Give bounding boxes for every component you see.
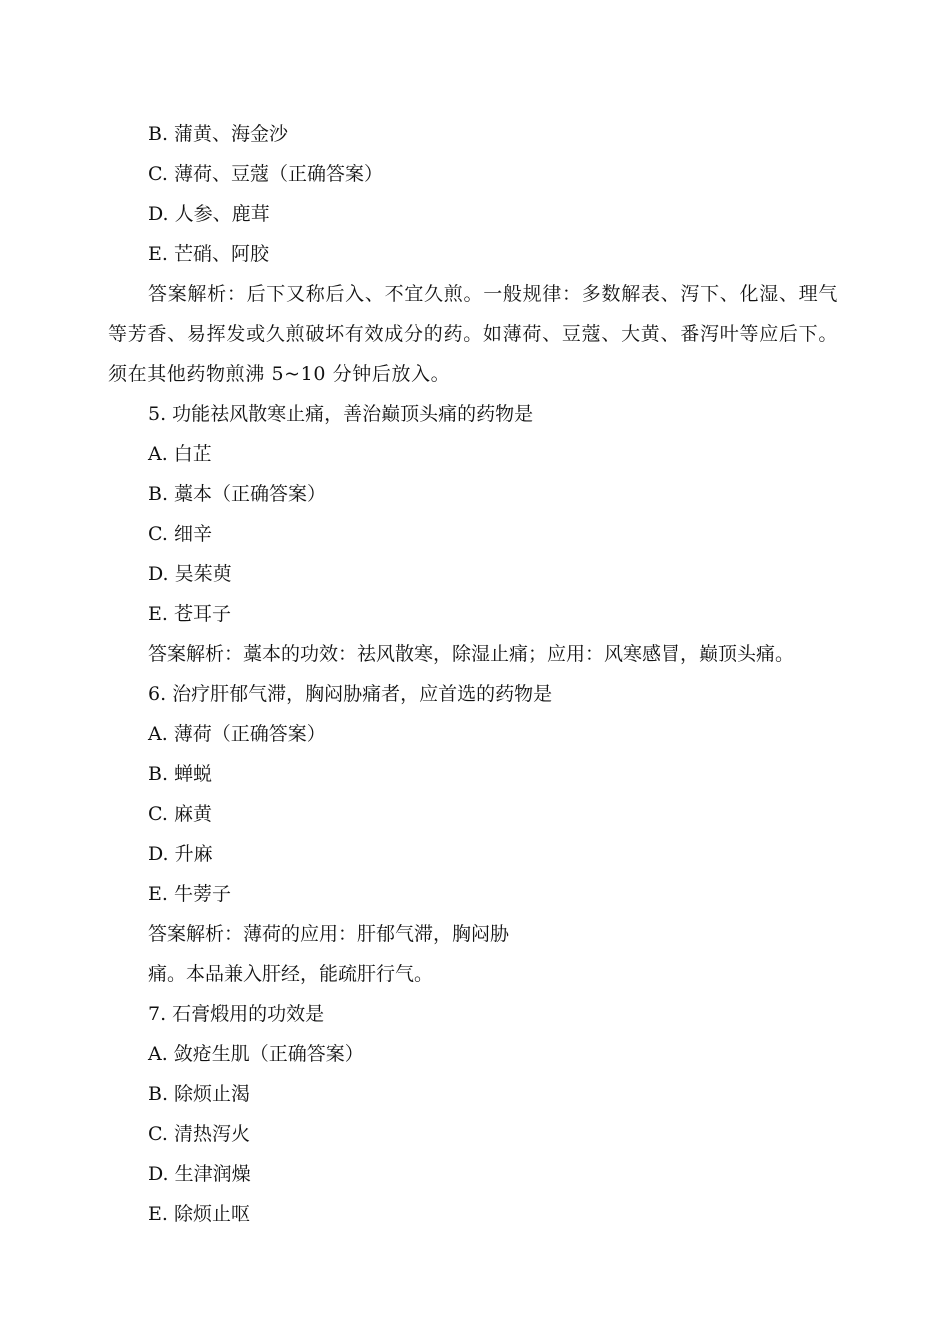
q6-question: 6. 治疗肝郁气滞，胸闷胁痛者，应首选的药物是 [148,683,553,705]
q5-option-b: B. 藁本（正确答案） [148,483,327,505]
document-body [108,114,838,1234]
q7-option-e: E. 除烦止呕 [148,1203,250,1225]
q5-option-c: C. 细辛 [148,523,212,545]
q5-explanation: 答案解析：藁本的功效：祛风散寒，除湿止痛；应用：风寒感冒，巅顶头痛。 [148,643,795,665]
q7-option-b: B. 除烦止渴 [148,1083,251,1105]
q4-option-b: B. 蒲黄、海金沙 [148,123,289,145]
q6-explanation-line-2: 痛。本品兼入肝经，能疏肝行气。 [148,963,434,985]
q6-option-e: E. 牛蒡子 [148,883,231,905]
q7-question: 7. 石膏煅用的功效是 [148,1003,325,1025]
q5-option-e: E. 苍耳子 [148,603,231,625]
q7-option-a: A. 敛疮生肌（正确答案） [148,1043,364,1065]
q4-explanation: 答案解析：后下又称后入、不宜久煎。一般规律：多数解表、泻下、化湿、理气等芳香、易挥发或久煎破坏有效成分的药。如薄荷、豆蔻、大黄、番泻叶等应后下。须在其他药物煎沸 5~10 分钟后放入。 [108,283,838,385]
q5-option-d: D. 吴茱萸 [148,563,232,585]
q5-option-a: A. 白芷 [148,443,212,465]
q4-option-d: D. 人参、鹿茸 [148,203,270,225]
q7-option-c: C. 清热泻火 [148,1123,250,1145]
q4-option-c: C. 薄荷、豆蔻（正确答案） [148,163,383,185]
q6-option-c: C. 麻黄 [148,803,212,825]
q4-option-e: E. 芒硝、阿胶 [148,243,269,265]
q5-question: 5. 功能祛风散寒止痛，善治巅顶头痛的药物是 [148,403,534,425]
q7-option-d: D. 生津润燥 [148,1163,251,1185]
q6-option-b: B. 蝉蜕 [148,763,213,785]
q6-option-a: A. 薄荷（正确答案） [148,723,326,745]
q6-option-d: D. 升麻 [148,843,213,865]
q6-explanation-line-1: 答案解析：薄荷的应用：肝郁气滞，胸闷胁 [148,923,510,945]
